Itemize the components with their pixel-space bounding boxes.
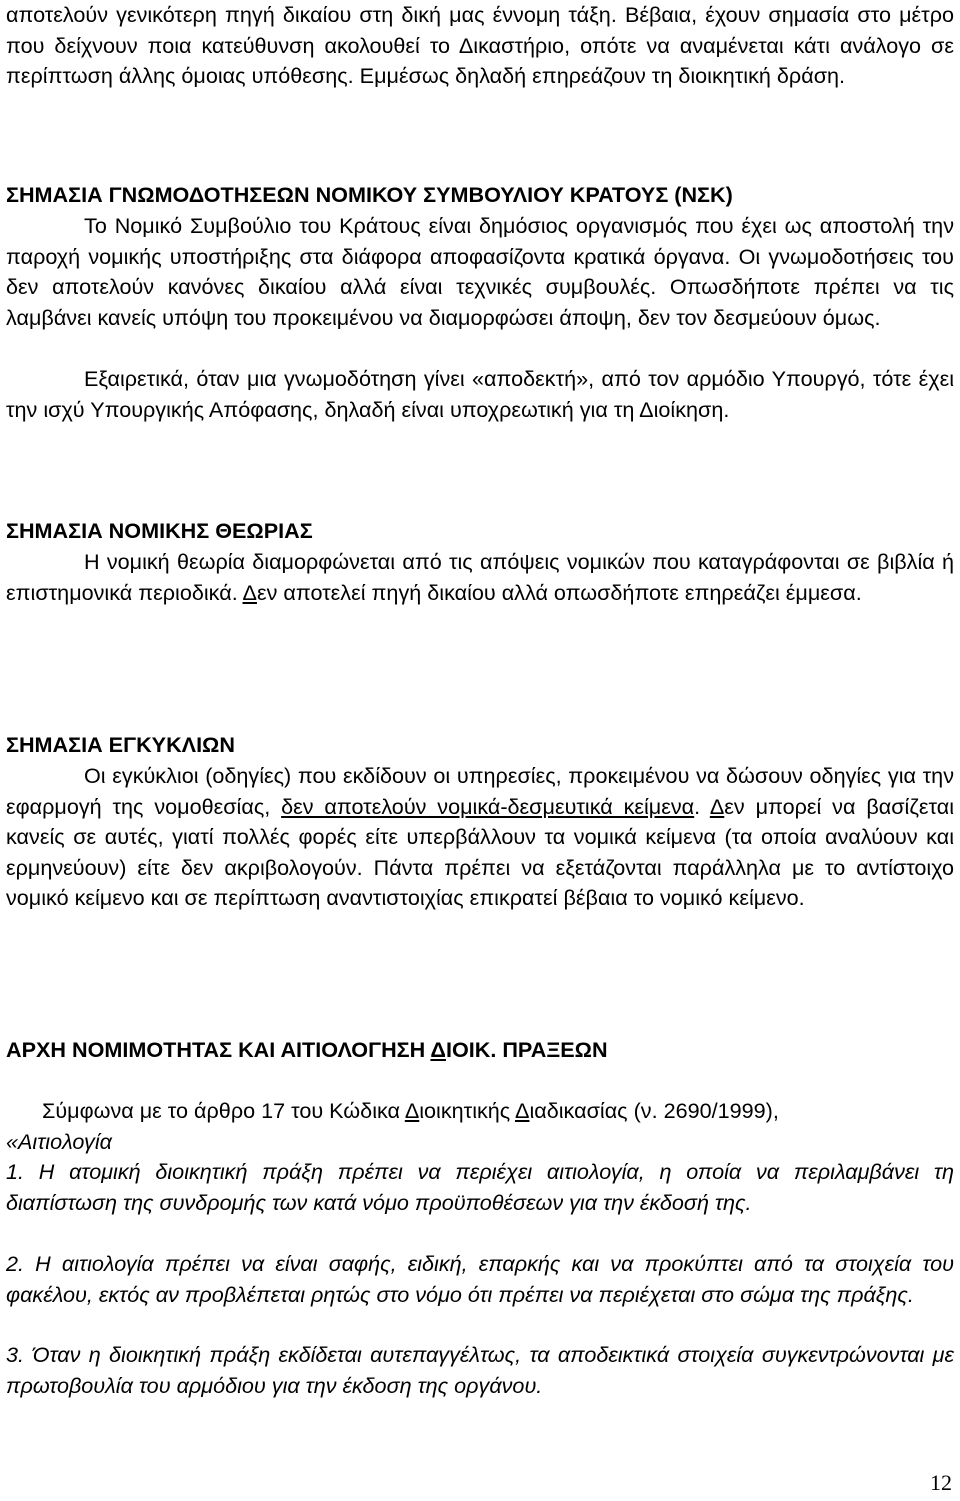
legality-heading-1: ΑΡΧΗ ΝΟΜΙΜΟΤΗΤΑΣ ΚΑΙ ΑΙΤΙΟΛΟΓΗΣΗ bbox=[6, 1037, 431, 1062]
intro-paragraph bbox=[6, 0, 954, 92]
section-heading-legality bbox=[6, 1035, 608, 1066]
legality-intro-1: Σύμφωνα με το άρθρο 17 του Κώδικα bbox=[42, 1098, 405, 1123]
circulars-paragraph bbox=[6, 761, 954, 914]
legality-heading-underlined: Δ bbox=[430, 1037, 446, 1062]
page-number: 12 bbox=[930, 1470, 952, 1495]
legality-intro-2: ιοικητικής bbox=[419, 1098, 516, 1123]
legality-item-2-text: 2. Η αιτιολογία πρέπει να είναι σαφής, ειδική, επαρκής και να προκύπτει από τα στοιχεία του φακέλου, εκτός αν προβλέπεται ρητώς στο νόμο ότι πρέπει να περιέχεται στο σώμα της πράξης. bbox=[6, 1251, 954, 1307]
intro-text: αποτελούν γενικότερη πηγή δικαίου στη δική μας έννομη τάξη. Βέβαια, έχουν σημασία στο μέτρο που δείχνουν ποια κατεύθυνση ακολουθεί το Δικαστήριο, οπότε να αναμένεται κάτι ανάλογο σε περίπτωση άλλης όμοιας υπόθεσης. Εμμέσως δηλαδή επηρεάζουν τη διοικητική δράση. bbox=[6, 2, 954, 88]
legality-item-3-text: 3. Όταν η διοικητική πράξη εκδίδεται αυτεπαγγέλτως, τα αποδεικτικά στοιχεία συγκεντρώνονται με πρωτοβουλία του αρμόδιου για την έκδοση της οργάνου. bbox=[6, 1342, 954, 1398]
theory-text-2: εν αποτελεί πηγή δικαίου αλλά οπωσδήποτε επηρεάζει έμμεσα. bbox=[256, 579, 862, 605]
legality-item-1-text: 1. Η ατομική διοικητική πράξη πρέπει να περιέχει αιτιολογία, η οποία να περιλαμβάνει τη διαπίστωση της συνδρομής των κατά νόμο προϋποθέσεων για την έκδοσή της. bbox=[6, 1159, 954, 1215]
theory-text-1: Η νομική θεωρία διαμορφώνεται από τις απόψεις νομικών που καταγράφονται σε βιβλία ή επιστημονικά περιοδικά. bbox=[6, 549, 954, 605]
circulars-text-underlined: δεν αποτελούν νομικά-δεσμευτικά κείμενα bbox=[281, 793, 695, 819]
theory-paragraph bbox=[6, 547, 954, 608]
section-heading-circulars: ΣΗΜΑΣΙΑ ΕΓΚΥΚΛΙΩΝ bbox=[6, 732, 235, 757]
legality-intro-3: ιαδικασίας (ν. 2690/1999), bbox=[529, 1098, 779, 1123]
legality-quote-title-text: «Αιτιολογία bbox=[6, 1129, 112, 1154]
legality-intro bbox=[6, 1096, 954, 1127]
circulars-text-2: . bbox=[694, 793, 710, 819]
legality-item-2 bbox=[6, 1249, 954, 1310]
nsk-paragraph-2 bbox=[6, 364, 954, 425]
nsk-paragraph-1-text: Το Νομικό Συμβούλιο του Κράτους είναι δημόσιος οργανισμός που έχει ως αποστολή την παροχή νομικής υποστήριξης στα διάφορα αποφασίζοντα κρατικά όργανα. Οι γνωμοδοτήσεις του δεν αποτελούν κανόνες δικαίου αλλά είναι τεχνικές συμβουλές. Οπωσδήποτε πρέπει να τις λαμβάνει κανείς υπόψη του προκειμένου να διαμορφώσει άποψη, δεν τον δεσμεύουν όμως. bbox=[6, 213, 954, 330]
legality-item-3 bbox=[6, 1340, 954, 1401]
nsk-paragraph-2-text: Εξαιρετικά, όταν μια γνωμοδότηση γίνει «αποδεκτή», από τον αρμόδιο Υπουργό, τότε έχει την ισχύ Υπουργικής Απόφασης, δηλαδή είναι υποχρεωτική για τη Διοίκηση. bbox=[6, 366, 954, 422]
legality-heading-2: ΙΟΙΚ. ΠΡΑΞΕΩΝ bbox=[445, 1037, 608, 1062]
section-heading-theory: ΣΗΜΑΣΙΑ ΝΟΜΙΚΗΣ ΘΕΩΡΙΑΣ bbox=[6, 518, 313, 543]
legality-quote-title bbox=[6, 1127, 954, 1158]
circulars-text-3: εν μπορεί να βασίζεται κανείς σε αυτές, γιατί πολλές φορές είτε υπερβάλλουν τα νομικά κείμενα (τα οποία αναλύουν και ερμηνεύουν) είτε δεν ακριβολογούν. Πάντα πρέπει να εξετάζονται παράλληλα με το αντίστοιχο νομικό κείμενο και σε περίπτωση αναντιστοιχίας επικρατεί βέβαια το νομικό κείμενο. bbox=[6, 793, 955, 910]
section-heading-nsk: ΣΗΜΑΣΙΑ ΓΝΩΜΟΔΟΤΗΣΕΩΝ ΝΟΜΙΚΟΥ ΣΥΜΒΟΥΛΙΟΥ ΚΡΑΤΟΥΣ (ΝΣΚ) bbox=[6, 182, 733, 207]
circulars-text-underlined-2: Δ bbox=[709, 793, 725, 819]
legality-item-1 bbox=[6, 1157, 954, 1218]
legality-intro-underlined-2: Δ bbox=[515, 1098, 530, 1123]
circulars-text-1: Οι εγκύκλιοι (οδηγίες) που εκδίδουν οι υπηρεσίες, προκειμένου να δώσουν οδηγίες για την εφαρμογή της νομοθεσίας, bbox=[6, 763, 954, 819]
theory-text-underlined: Δ bbox=[242, 579, 257, 605]
nsk-paragraph-1 bbox=[6, 211, 954, 333]
legality-intro-underlined-1: Δ bbox=[404, 1098, 420, 1123]
